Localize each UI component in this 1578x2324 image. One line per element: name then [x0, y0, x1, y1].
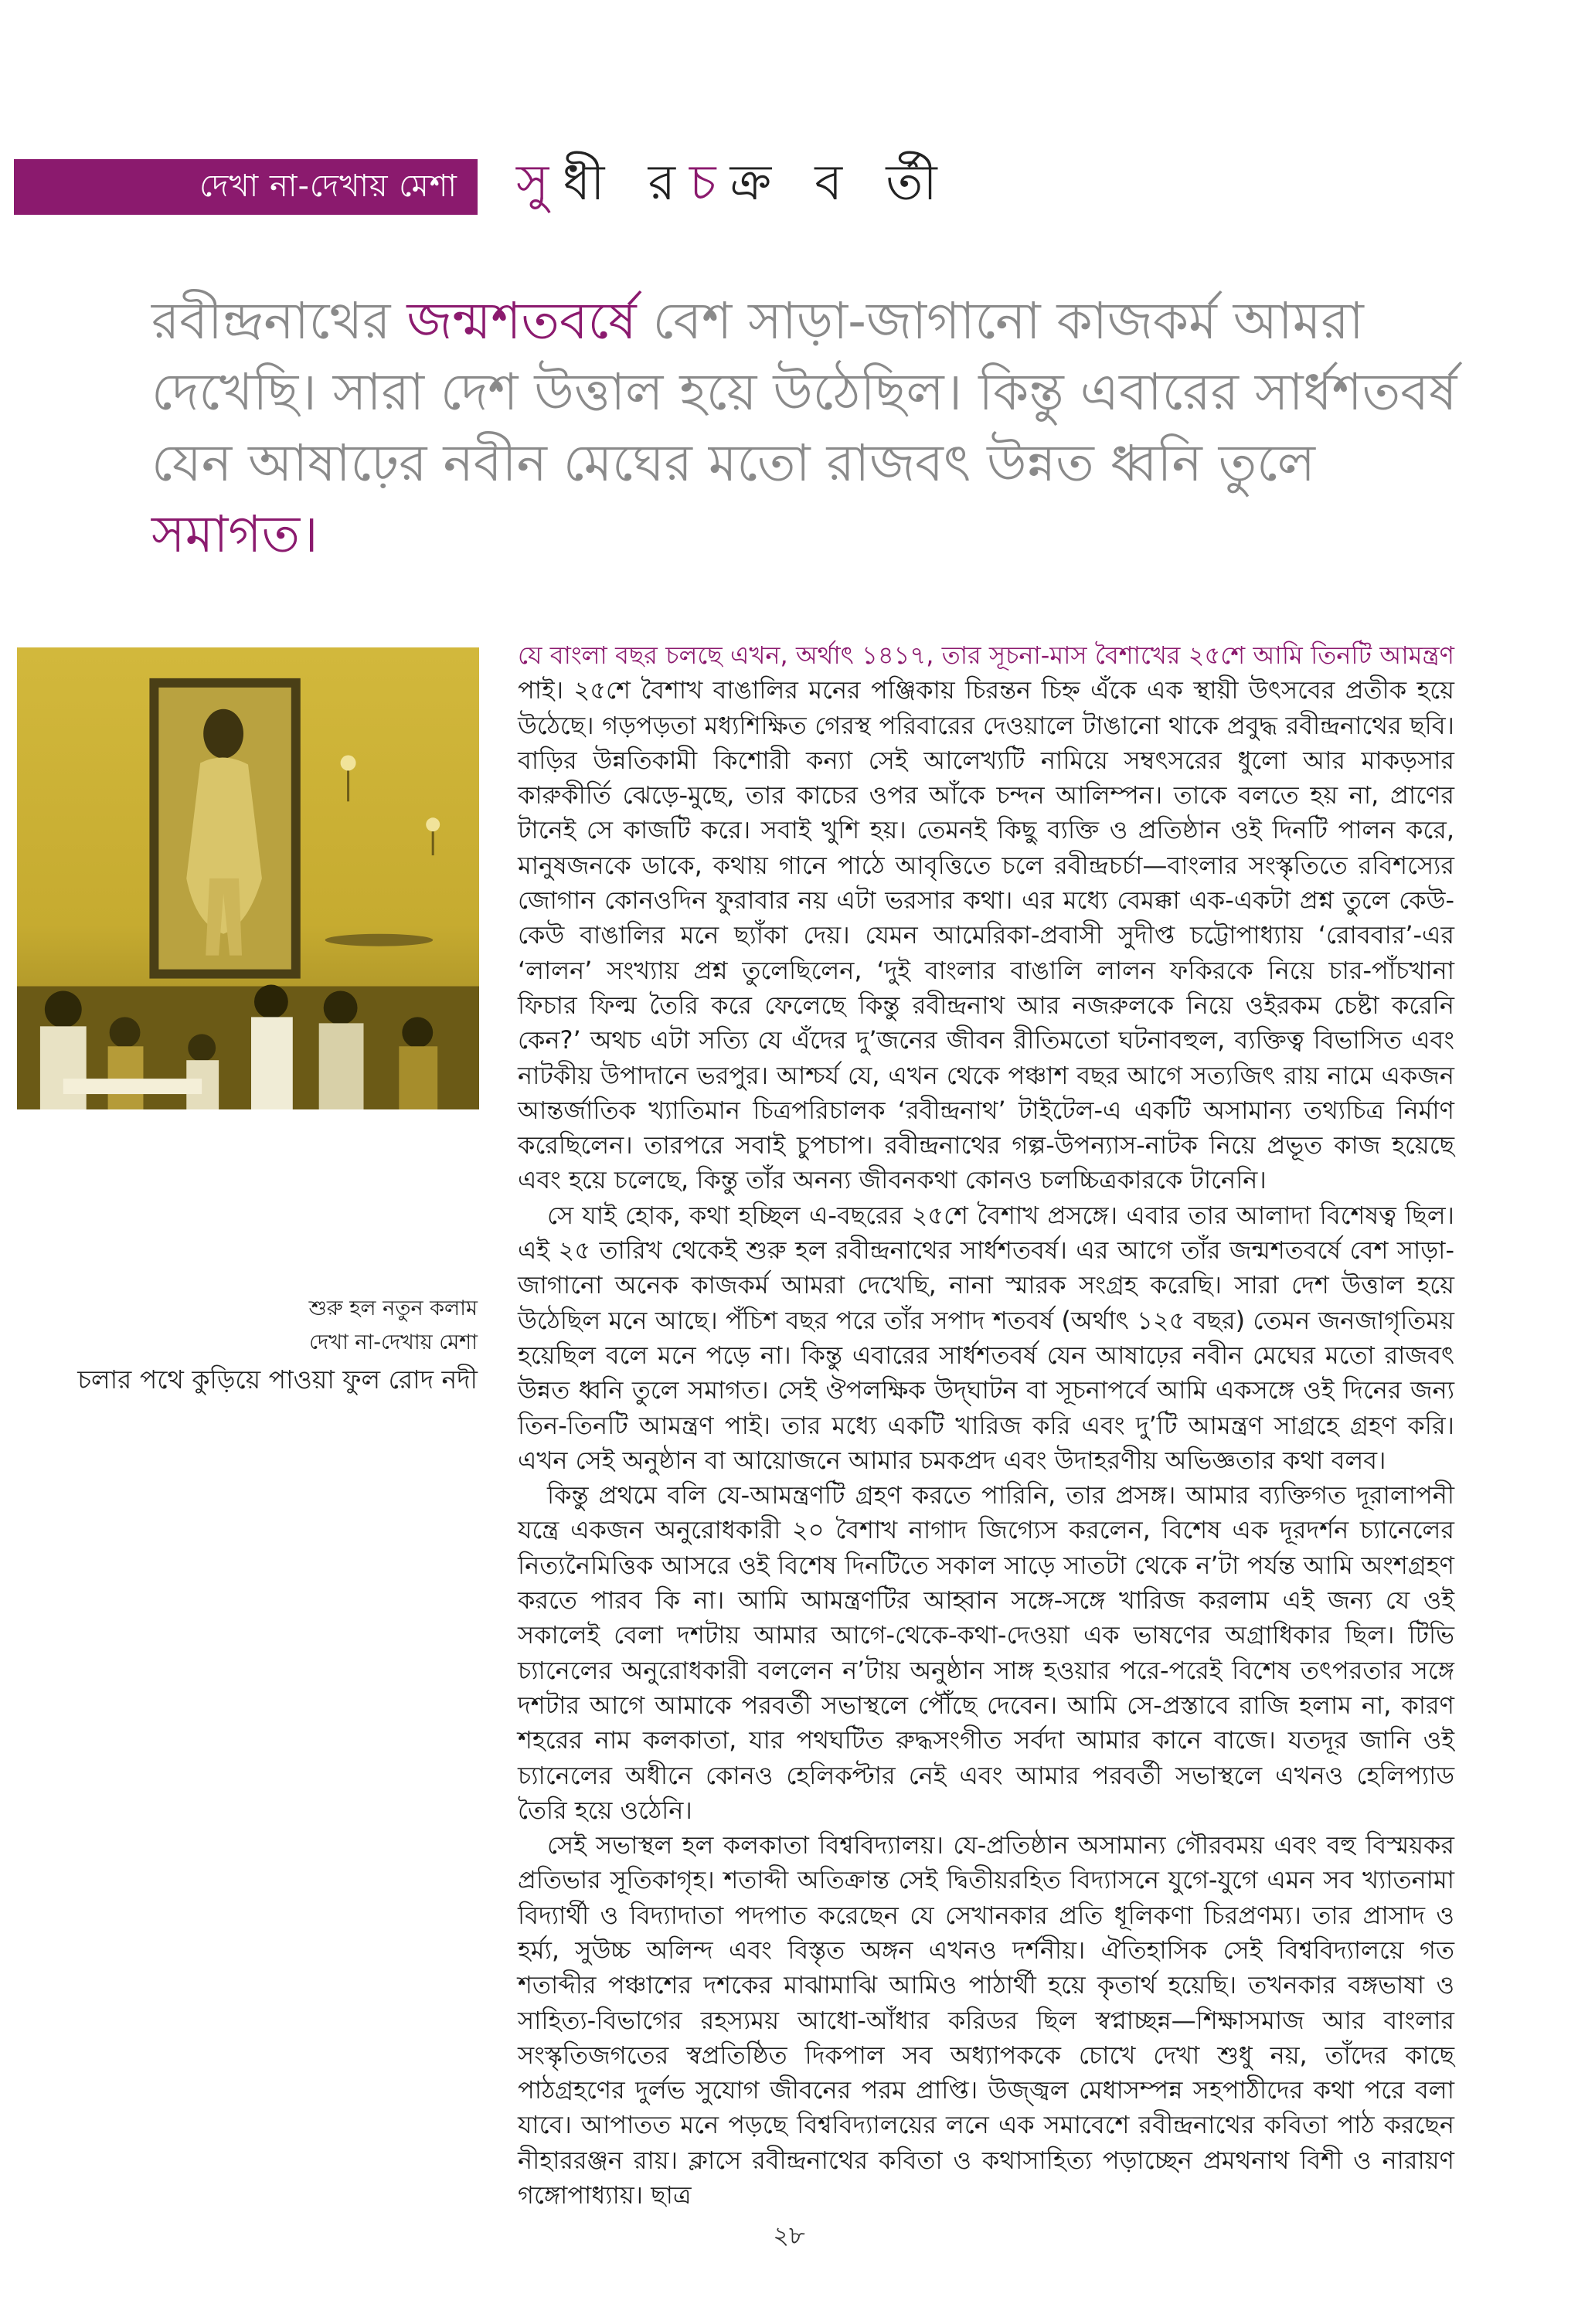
author-name [516, 151, 951, 221]
caption-line-1: শুরু হল নতুন কলাম [308, 1296, 478, 1320]
intro-text-2: বেশ সাড়া-জাগানো কাজকর্ম আমরা দেখেছি। সারা দেশ উত্তাল হয়ে উঠেছিল। কিন্তু এবারের সার্ধশতবর্ষ যেন আষাঢ়ের নবীন মেঘের মতো রাজবৎ উন্নত ধ্বনি তুলে [151, 291, 1457, 493]
photo-illustration [17, 647, 479, 1109]
author-initial-first: সু [516, 154, 563, 212]
article-lead: যে বাংলা বছর চলছে এখন, অর্থাৎ ১৪১৭, তার সূচনা-মাস বৈশাখের ২৫শে আমি তিনটি আমন্ত্রণ [518, 640, 1454, 670]
article-paragraph-1 [518, 638, 1454, 1198]
intro-text-3: । [300, 505, 318, 564]
author-name-rest-second: ক্র ব র্তী [729, 154, 951, 212]
author-initial-second: চ [689, 154, 730, 212]
column-banner [14, 159, 478, 215]
author-name-rest-first: ধী র [563, 154, 690, 212]
article-paragraph-1-text: পাই। ২৫শে বৈশাখ বাঙালির মনের পঞ্জিকায় চিরন্তন চিহ্ন এঁকে এক স্থায়ী উৎসবের প্রতীক হয়ে উঠেছে। গড়পড়তা মধ্যশিক্ষিত গেরস্থ পরিবারের দেওয়ালে টাঙানো থাকে প্রবুদ্ধ রবীন্দ্রনাথের ছবি। বাড়ির উন্নতিকামী কিশোরী কন্যা সেই আলেখ্যটি নামিয়ে সম্বৎসরের ধুলো আর মাকড়সার কারুকীর্তি ঝেড়ে-মুছে, তার কাচের ওপর আঁকে চন্দন আলিম্পন। তাকে বলতে হয় না, প্রাণের টানেই সে কাজটি করে। সবাই খুশি হয়। তেমনই কিছু ব্যক্তি ও প্রতিষ্ঠান ওই দিনটি পালন করে, মানুষজনকে ডাকে, কথায় গানে পাঠে আবৃত্তিতে চলে রবীন্দ্রচর্চা—বাংলার সংস্কৃতিতে রবিশস্যের জোগান কোনওদিন ফুরাবার নয় এটা ভরসার কথা। এর মধ্যে বেমক্কা এক-একটা প্রশ্ন তুলে কেউ-কেউ বাঙালির মনে ছ্যাঁকা দেয়। যেমন আমেরিকা-প্রবাসী সুদীপ্ত চট্টোপাধ্যায় ‘রোববার’-এর ‘লালন’ সংখ্যায় প্রশ্ন তুলেছিলেন, ‘দুই বাংলার বাঙালি লালন ফকিরকে নিয়ে চার-পাঁচখানা ফিচার ফিল্ম তৈরি করে ফেলেছে কিন্তু রবীন্দ্রনাথ আর নজরুলকে নিয়ে ওইরকম চেষ্টা করেনি কেন?’ অথচ এটা সত্যি যে এঁদের দু’জনের জীবন রীতিমতো ঘটনাবহুল, ব্যক্তিত্ব বিভাসিত এবং নাটকীয় উপাদানে ভরপুর। আশ্চর্য যে, এখন থেকে পঞ্চাশ বছর আগে সত্যজিৎ রায় নামে একজন আন্তর্জাতিক খ্যাতিমান চিত্রপরিচালক ‘রবীন্দ্রনাথ’ টাইটেল-এ একটি অসামান্য তথ্যচিত্র নির্মাণ করেছিলেন। তারপরে সবাই চুপচাপ। রবীন্দ্রনাথের গল্প-উপন্যাস-নাটক নিয়ে প্রভূত কাজ হয়েছে এবং হয়ে চলেছে, কিন্তু তাঁর অনন্য জীবনকথা কোনও চলচ্চিত্রকারকে টানেনি। [518, 675, 1455, 1195]
article-body [518, 638, 1454, 2213]
article-paragraph-4: সেই সভাস্থল হল কলকাতা বিশ্ববিদ্যালয়। যে-প্রতিষ্ঠান অসামান্য গৌরবময় এবং বহু বিস্ময়কর প্রতিভার সূতিকাগৃহ। শতাব্দী অতিক্রান্ত সেই দ্বিতীয়রহিত বিদ্যাসনে যুগে-যুগে এমন সব খ্যাতনামা বিদ্যার্থী ও বিদ্যাদাতা পদপাত করেছেন যে সেখানকার প্রতি ধূলিকণা চিরপ্রণম্য। তার প্রাসাদ ও হর্ম্য, সুউচ্চ অলিন্দ এবং বিস্তৃত অঙ্গন এখনও দর্শনীয়। ঐতিহাসিক সেই বিশ্ববিদ্যালয়ে গত শতাব্দীর পঞ্চাশের দশকের মাঝামাঝি আমিও পাঠার্থী হয়ে কৃতার্থ হয়েছি। তখনকার বঙ্গভাষা ও সাহিত্য-বিভাগের রহস্যময় আধো-আঁধার করিডর ছিল স্বপ্নাচ্ছন্ন—শিক্ষাসমাজ আর বাংলার সংস্কৃতিজগতের স্বপ্রতিষ্ঠিত দিকপাল সব অধ্যাপককে চোখে দেখা শুধু নয়, তাঁদের কাছে পাঠগ্রহণের দুর্লভ সুযোগ জীবনের পরম প্রাপ্তি। উজ্জ্বল মেধাসম্পন্ন সহপাঠীদের কথা পরে বলা যাবে। আপাতত মনে পড়ছে বিশ্ববিদ্যালয়ের লনে এক সমাবেশে রবীন্দ্রনাথের কবিতা পাঠ করছেন নীহাররঞ্জন রায়। ক্লাসে রবীন্দ্রনাথের কবিতা ও কথাসাহিত্য পড়াচ্ছেন প্রমথনাথ বিশী ও নারায়ণ গঙ্গোপাধ্যায়। ছাত্র [518, 1830, 1454, 2210]
column-title: দেখা না-দেখায় মেশা [199, 168, 457, 204]
intro-text-1: রবীন্দ্রনাথের [151, 291, 407, 351]
portrait-photo [17, 647, 479, 1109]
article-paragraph-2: সে যাই হোক, কথা হচ্ছিল এ-বছরের ২৫শে বৈশাখ প্রসঙ্গে। এবার তার আলাদা বিশেষত্ব ছিল। এই ২৫ তারিখ থেকেই শুরু হল রবীন্দ্রনাথের সার্ধশতবর্ষ। এর আগে তাঁর জন্মশতবর্ষে বেশ সাড়া-জাগানো অনেক কাজকর্ম আমরা দেখেছি, নানা স্মারক সংগ্রহ করেছি। সারা দেশ উত্তাল হয়ে উঠেছিল মনে আছে। পঁচিশ বছর পরে তাঁর সপাদ শতবর্ষ (অর্থাৎ ১২৫ বছর) তেমন জনজাগৃতিময় হয়েছিল বলে মনে পড়ে না। কিন্তু এবারের সার্ধশতবর্ষ যেন আষাঢ়ের নবীন মেঘের মতো রাজবৎ উন্নত ধ্বনি তুলে সমাগত। সেই ঔপলক্ষিক উদ্‌ঘাটন বা সূচনাপর্বে আমি একসঙ্গে ওই দিনের জন্য তিন-তিনটি আমন্ত্রণ পাই। তার মধ্যে একটি খারিজ করি এবং দু’টি আমন্ত্রণ সাগ্রহে গ্রহণ করি। এখন সেই অনুষ্ঠান বা আয়োজনে আমার চমকপ্রদ এবং উদাহরণীয় অভিজ্ঞতার কথা বলব। [518, 1200, 1454, 1475]
caption-line-2: দেখা না-দেখায় মেশা [309, 1330, 478, 1354]
page-number: ২৮ [773, 2220, 805, 2250]
intro-highlight-1: জন্মশতবর্ষে [406, 291, 637, 351]
intro-highlight-2: সমাগত [151, 505, 301, 564]
photo-caption [14, 1292, 478, 1400]
intro-pullquote [151, 286, 1465, 570]
caption-line-3: চলার পথে কুড়িয়ে পাওয়া ফুল রোদ নদী [77, 1364, 478, 1395]
article-paragraph-3: কিন্তু প্রথমে বলি যে-আমন্ত্রণটি গ্রহণ করতে পারিনি, তার প্রসঙ্গ। আমার ব্যক্তিগত দূরালাপনী যন্ত্রে একজন অনুরোধকারী ২০ বৈশাখ নাগাদ জিগ্যেস করলেন, বিশেষ এক দূরদর্শন চ্যানেলের নিত্যনৈমিত্তিক আসরে ওই বিশেষ দিনটিতে সকাল সাড়ে সাতটা থেকে ন’টা পর্যন্ত আমি অংশগ্রহণ করতে পারব কি না। আমি আমন্ত্রণটির আহ্বান সঙ্গে-সঙ্গে খারিজ করলাম এই জন্য যে ওই সকালেই বেলা দশটায় আমার আগে-থেকে-কথা-দেওয়া এক ভাষণের অগ্রাধিকার ছিল। টিভি চ্যানেলের অনুরোধকারী বললেন ন’টায় অনুষ্ঠান সাঙ্গ হওয়ার পরে-পরেই বিশেষ তৎপরতার সঙ্গে দশটার আগে আমাকে পরবর্তী সভাস্থলে পৌঁছে দেবেন। আমি সে-প্রস্তাবে রাজি হলাম না, কারণ শহরের নাম কলকাতা, যার পথঘটিত রুদ্ধসংগীত সর্বদা আমার কানে বাজে। যতদূর জানি ওই চ্যানেলের অধীনে কোনও হেলিকপ্টার নেই এবং আমার পরবর্তী সভাস্থলে এখনও হেলিপ্যাড তৈরি হয়ে ওঠেনি। [518, 1480, 1454, 1825]
